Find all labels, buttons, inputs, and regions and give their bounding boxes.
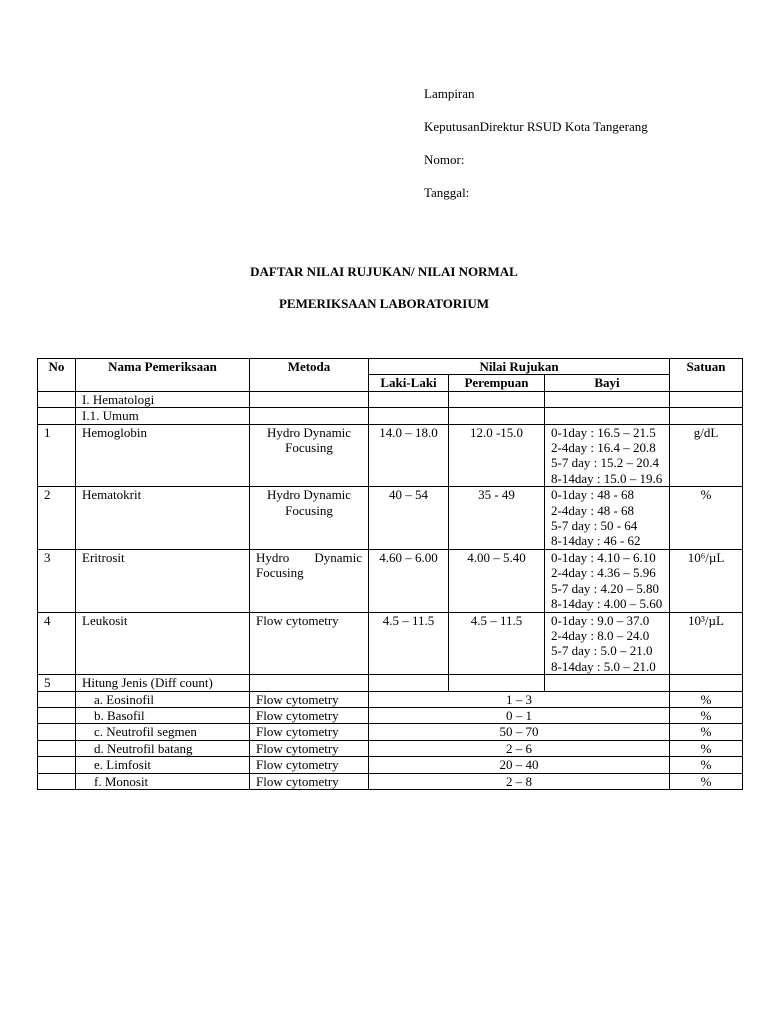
header-satuan: Satuan — [670, 359, 743, 392]
row-nama: Hitung Jenis (Diff count) — [76, 675, 250, 691]
decree-label: KeputusanDirektur RSUD Kota Tangerang — [424, 119, 648, 134]
row-metoda: Hydro Dynamic Focusing — [250, 424, 369, 487]
bayi-line: 8-14day : 15.0 – 19.6 — [551, 470, 663, 486]
row-satuan: % — [670, 487, 743, 550]
bayi-line: 8-14day : 5.0 – 21.0 — [551, 658, 656, 674]
diff-item-nama: c. Neutrofil segmen — [76, 724, 250, 740]
diff-item-nilai: 1 – 3 — [369, 691, 670, 707]
diff-item-nilai: 50 – 70 — [369, 724, 670, 740]
row-bayi — [545, 487, 670, 550]
row-satuan: g/dL — [670, 424, 743, 487]
row-metoda: Hydro Dynamic Focusing — [250, 487, 369, 550]
row-satuan: 10³/µL — [670, 612, 743, 675]
date-label: Tanggal: — [424, 185, 470, 200]
row-no: 4 — [38, 612, 76, 675]
row-perempuan: 12.0 -15.0 — [449, 424, 545, 487]
row-laki: 4.60 – 6.00 — [369, 549, 449, 612]
diff-item-nama: d. Neutrofil batang — [76, 740, 250, 756]
header-laki: Laki-Laki — [369, 375, 449, 391]
diff-item-row — [38, 757, 743, 773]
row-no: 5 — [38, 675, 76, 691]
diff-count-row — [38, 675, 743, 691]
diff-item-nilai: 2 – 8 — [369, 773, 670, 789]
bayi-line: 2-4day : 4.36 – 5.96 — [551, 565, 656, 581]
bayi-line: 0-1day : 48 - 68 — [551, 487, 635, 503]
diff-item-row — [38, 691, 743, 707]
header-perempuan: Perempuan — [449, 375, 545, 391]
diff-item-satuan: % — [670, 740, 743, 756]
diff-item-satuan: % — [670, 724, 743, 740]
bayi-line: 5-7 day : 15.2 – 20.4 — [551, 455, 659, 471]
row-perempuan: 35 - 49 — [449, 487, 545, 550]
diff-item-nilai: 2 – 6 — [369, 740, 670, 756]
document-subtitle: PEMERIKSAAN LABORATORIUM — [278, 296, 490, 311]
row-nama: Eritrosit — [76, 549, 250, 612]
table-row — [38, 612, 743, 675]
section-label: I. Hematologi — [76, 391, 250, 407]
diff-item-nama: b. Basofil — [76, 707, 250, 723]
bayi-line: 2-4day : 16.4 – 20.8 — [551, 440, 656, 456]
row-satuan: 10⁶/µL — [670, 549, 743, 612]
header-nilai-rujukan: Nilai Rujukan — [369, 359, 670, 375]
diff-item-nilai: 20 – 40 — [369, 757, 670, 773]
row-metoda: Hydro Dynamic Focusing — [250, 549, 369, 612]
bayi-line: 0-1day : 16.5 – 21.5 — [551, 424, 656, 440]
row-bayi — [545, 612, 670, 675]
header-nama: Nama Pemeriksaan — [76, 359, 250, 392]
bayi-line: 0-1day : 4.10 – 6.10 — [551, 549, 656, 565]
diff-item-row — [38, 773, 743, 789]
table-row — [38, 424, 743, 487]
diff-item-row — [38, 707, 743, 723]
row-no: 3 — [38, 549, 76, 612]
diff-item-metoda: Flow cytometry — [250, 724, 369, 740]
diff-item-nilai: 0 – 1 — [369, 707, 670, 723]
row-nama: Hematokrit — [76, 487, 250, 550]
diff-item-metoda: Flow cytometry — [250, 691, 369, 707]
row-laki: 14.0 – 18.0 — [369, 424, 449, 487]
bayi-line: 5-7 day : 50 - 64 — [551, 518, 638, 534]
reference-values-table — [37, 358, 743, 790]
appendix-label: Lampiran — [424, 86, 475, 101]
bayi-line: 5-7 day : 5.0 – 21.0 — [551, 643, 653, 659]
diff-item-metoda: Flow cytometry — [250, 773, 369, 789]
bayi-line: 5-7 day : 4.20 – 5.80 — [551, 580, 659, 596]
row-nama: Leukosit — [76, 612, 250, 675]
row-bayi — [545, 549, 670, 612]
diff-item-row — [38, 740, 743, 756]
diff-item-satuan: % — [670, 773, 743, 789]
bayi-line: 2-4day : 48 - 68 — [551, 502, 635, 518]
diff-item-satuan: % — [670, 691, 743, 707]
number-label: Nomor: — [424, 152, 465, 167]
row-perempuan: 4.00 – 5.40 — [449, 549, 545, 612]
bayi-line: 8-14day : 4.00 – 5.60 — [551, 596, 663, 612]
section-row — [38, 391, 743, 407]
diff-item-metoda: Flow cytometry — [250, 757, 369, 773]
diff-item-nama: e. Limfosit — [76, 757, 250, 773]
subsection-row — [38, 408, 743, 424]
subsection-label: I.1. Umum — [76, 408, 250, 424]
row-bayi — [545, 424, 670, 487]
row-no: 1 — [38, 424, 76, 487]
diff-item-satuan: % — [670, 707, 743, 723]
table-row — [38, 487, 743, 550]
bayi-line: 8-14day : 46 - 62 — [551, 533, 641, 549]
row-laki: 40 – 54 — [369, 487, 449, 550]
header-no: No — [38, 359, 76, 392]
row-laki: 4.5 – 11.5 — [369, 612, 449, 675]
row-no: 2 — [38, 487, 76, 550]
header-metoda: Metoda — [250, 359, 369, 392]
row-perempuan: 4.5 – 11.5 — [449, 612, 545, 675]
diff-item-nama: f. Monosit — [76, 773, 250, 789]
bayi-line: 2-4day : 8.0 – 24.0 — [551, 627, 650, 643]
diff-item-row — [38, 724, 743, 740]
bayi-line: 0-1day : 9.0 – 37.0 — [551, 612, 650, 628]
diff-item-nama: a. Eosinofil — [76, 691, 250, 707]
table-row — [38, 549, 743, 612]
header-bayi: Bayi — [545, 375, 670, 391]
diff-item-metoda: Flow cytometry — [250, 707, 369, 723]
diff-item-satuan: % — [670, 757, 743, 773]
row-metoda: Flow cytometry — [250, 612, 369, 675]
document-title: DAFTAR NILAI RUJUKAN/ NILAI NORMAL — [250, 264, 518, 279]
row-nama: Hemoglobin — [76, 424, 250, 487]
diff-item-metoda: Flow cytometry — [250, 740, 369, 756]
table-header-row — [38, 359, 743, 375]
appendix-header — [424, 86, 654, 218]
